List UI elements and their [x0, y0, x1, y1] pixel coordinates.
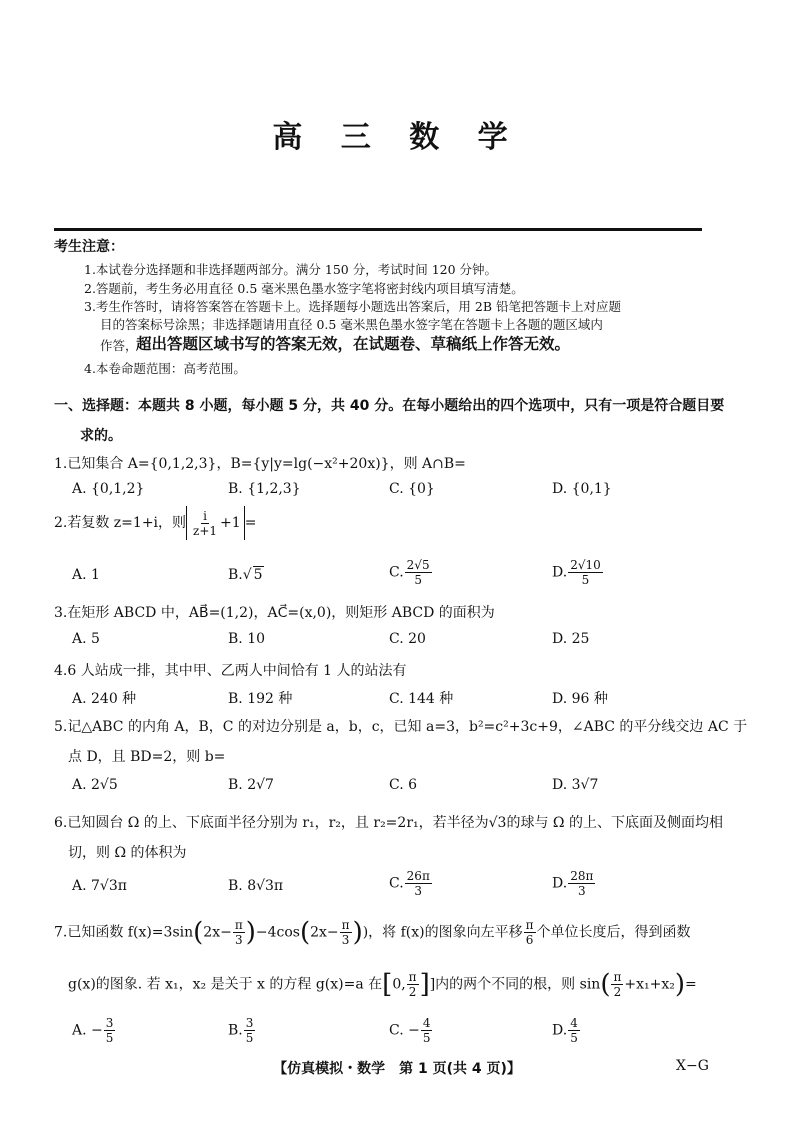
q6-option-d-fraction — [568, 869, 595, 898]
q4-option-d: D. 96 种 — [552, 691, 608, 707]
q5-option-a: A. 2√5 — [72, 777, 118, 793]
q7-a-den: 5 — [105, 1031, 114, 1045]
q6-option-a: A. 7√3π — [72, 878, 127, 894]
q2-option-b: B.√ 5 — [228, 567, 263, 583]
q7-part: )，将 f(x)的图象向左平移 — [362, 924, 523, 941]
q2-option-d-fraction — [568, 558, 603, 587]
section-heading: 一、选择题：本题共 8 小题，每小题 5 分，共 40 分。在每小题给出的四个选项中，只有一项是符合题目要 — [54, 398, 725, 414]
notice-line-emphasis: 超出答题区域书写的答案无效，在试题卷、草稿纸上作答无效。 — [136, 335, 571, 353]
q7-frac-num: π — [341, 918, 350, 932]
q2-option-b-radicand: 5 — [253, 567, 263, 583]
q6-option-b: B. 8√3π — [228, 878, 284, 894]
q4-option-c: C. 144 种 — [389, 691, 454, 707]
q7-option-d-fraction — [568, 1016, 580, 1045]
q7-option-d — [552, 1016, 581, 1045]
q2-option-a: A. 1 — [72, 567, 100, 583]
q7-bracket: ] — [419, 969, 430, 1000]
q7-frac-num: π — [525, 918, 534, 932]
q2-prefix: 2.若复数 z=1+i，则 — [54, 515, 187, 531]
q2-option-d-label: D. — [552, 564, 568, 581]
q6-option-d-label: D. — [552, 875, 568, 892]
question-7-stem — [54, 918, 691, 947]
q7-d-num: 4 — [570, 1016, 578, 1030]
q2-option-d — [552, 558, 604, 587]
notice-line: 2.答题前，考生务必用直径 0.5 毫米黑色墨水签字笔将密封线内项目填写清楚。 — [84, 281, 524, 296]
q7-pi-over-3 — [233, 918, 245, 947]
q6-d-num: 28π — [570, 869, 594, 883]
q7-part: −4cos — [255, 924, 300, 941]
q5-option-b: B. 2√7 — [228, 777, 274, 793]
q7-a-num: 3 — [105, 1016, 114, 1030]
q7-paren: ( — [193, 917, 204, 948]
q7-part: 2x− — [310, 924, 339, 941]
question-4-stem: 4.6 人站成一排，其中甲、乙两人中间恰有 1 人的站法有 — [54, 663, 407, 679]
q7-part: ]内的两个不同的根，则 sin — [429, 976, 601, 993]
notice-line: 1.本试卷分选择题和非选择题两部分。满分 150 分，考试时间 120 分钟。 — [84, 262, 498, 277]
q2-equals: = — [244, 515, 257, 531]
q7-option-a-fraction — [104, 1016, 116, 1045]
q1-option-b: B. {1,2,3} — [228, 481, 301, 497]
q2-c-num: 2√5 — [406, 558, 430, 572]
q7-frac-den: 2 — [408, 985, 417, 999]
question-6-stem-cont: 切，则 Ω 的体积为 — [68, 845, 187, 861]
q7-part: = — [685, 976, 697, 993]
q2-option-c — [389, 558, 433, 587]
q7-frac-den: 6 — [525, 933, 534, 947]
q7-option-a-label: A. − — [72, 1022, 103, 1039]
q7-option-b-label: B. — [228, 1022, 243, 1039]
q2-d-num: 2√10 — [570, 558, 601, 572]
q7-option-c-label: C. − — [389, 1022, 420, 1039]
q7-c-den: 5 — [422, 1031, 431, 1045]
q1-option-c: C. {0} — [389, 481, 435, 497]
question-6-stem: 6.已知圆台 Ω 的上、下底面半径分别为 r₁，r₂，且 r₂=2r₁，若半径为√3的球与 Ω 的上、下底面及侧面均相 — [54, 815, 723, 831]
q2-option-b-label: B. — [228, 567, 243, 583]
exam-code: X−G — [676, 1058, 709, 1074]
q3-option-b: B. 10 — [228, 631, 266, 647]
q2-frac-num: i — [203, 508, 207, 523]
notice-line: 3.考生作答时，请将答案答在答题卡上。选择题每小题选出答案后，用 2B 铅笔把答题卡上对应题 — [84, 299, 622, 314]
q2-absolute-value — [186, 506, 245, 540]
q6-c-den: 3 — [414, 884, 423, 898]
q4-option-a: A. 240 种 — [72, 691, 137, 707]
q7-pi-over-6 — [524, 918, 536, 947]
q2-tail: +1 — [220, 515, 241, 531]
q7-pi-over-3b — [340, 918, 352, 947]
notice-line: 作答， — [100, 338, 138, 353]
q7-option-c — [389, 1016, 433, 1045]
q7-part: 2x− — [203, 924, 232, 941]
question-7-stem-cont — [68, 970, 697, 999]
q6-option-c-fraction — [405, 869, 432, 898]
q6-d-den: 3 — [577, 884, 586, 898]
section-heading-cont: 求的。 — [80, 428, 122, 444]
q6-option-c — [389, 869, 433, 898]
q4-option-b: B. 192 种 — [228, 691, 293, 707]
q2-fraction — [191, 509, 219, 538]
q7-option-d-label: D. — [552, 1022, 568, 1039]
q7-b-den: 5 — [245, 1031, 254, 1045]
q7-part: 7.已知函数 f(x)=3sin — [54, 924, 194, 941]
q5-option-d: D. 3√7 — [552, 777, 599, 793]
notice-line: 4.本卷命题范围：高考范围。 — [84, 361, 246, 376]
q7-paren: ) — [245, 917, 256, 948]
question-5-stem: 5.记△ABC 的内角 A，B，C 的对边分别是 a，b，c，已知 a=3，b²=c²+3c+9，∠ABC 的平分线交边 AC 于 — [54, 719, 748, 735]
page-title: 高 三 数 学 — [272, 120, 522, 155]
q1-option-d: D. {0,1} — [552, 481, 612, 497]
q7-frac-den: 2 — [613, 985, 622, 999]
q7-pi-over-2b — [611, 970, 623, 999]
q3-option-d: D. 25 — [552, 631, 590, 647]
q7-option-b-fraction — [244, 1016, 256, 1045]
q2-c-den: 5 — [414, 573, 422, 587]
question-1-stem: 1.已知集合 A={0,1,2,3}，B={y|y=lg(−x²+20x)}，则 A∩B= — [54, 456, 466, 472]
q7-paren: ( — [600, 969, 611, 1000]
q2-frac-den: z+1 — [193, 523, 218, 538]
q5-option-c: C. 6 — [389, 777, 418, 793]
q7-paren: ( — [299, 917, 311, 948]
q7-frac-den: 3 — [234, 933, 243, 947]
q6-option-c-label: C. — [389, 875, 404, 892]
question-2-stem — [54, 506, 256, 540]
notice-heading: 考生注意： — [54, 239, 124, 255]
q6-option-d — [552, 869, 596, 898]
q7-d-den: 5 — [570, 1031, 578, 1045]
q7-part: g(x)的图象. 若 x₁，x₂ 是关于 x 的方程 g(x)=a 在 — [68, 976, 383, 993]
page-footer: 【仿真模拟・数学 第 1 页(共 4 页)】 — [273, 1061, 521, 1077]
q3-option-c: C. 20 — [389, 631, 426, 647]
q2-option-c-fraction — [405, 558, 432, 587]
q7-b-num: 3 — [245, 1016, 254, 1030]
q1-option-a: A. {0,1,2} — [72, 481, 145, 497]
q7-bracket: [ — [382, 969, 393, 1000]
q7-option-a — [72, 1016, 116, 1045]
q7-paren: ) — [674, 969, 685, 1000]
header-divider — [54, 228, 702, 231]
q7-frac-num: π — [613, 970, 622, 984]
q7-frac-den: 3 — [341, 933, 350, 947]
q7-option-c-fraction — [421, 1016, 433, 1045]
q3-option-a: A. 5 — [72, 631, 100, 647]
q7-c-num: 4 — [422, 1016, 431, 1030]
q7-option-b — [228, 1016, 256, 1045]
q7-part: 0, — [392, 976, 406, 993]
question-5-stem-cont: 点 D，且 BD=2，则 b= — [68, 749, 226, 765]
q2-d-den: 5 — [581, 573, 590, 587]
q7-frac-num: π — [234, 918, 243, 932]
notice-line: 目的答案标号涂黑；非选择题请用直径 0.5 毫米黑色墨水签字笔在答题卡上各题的题区域内 — [100, 317, 603, 332]
q6-c-num: 26π — [406, 869, 430, 883]
q7-frac-num: π — [408, 970, 417, 984]
q7-part: +x₁+x₂ — [624, 976, 675, 993]
q2-option-c-label: C. — [389, 564, 404, 581]
q7-paren: ) — [352, 917, 363, 948]
question-3-stem: 3.在矩形 ABCD 中，AB⃗=(1,2)，AC⃗=(x,0)，则矩形 ABCD 的面积为 — [54, 605, 495, 621]
q7-part: 个单位长度后，得到函数 — [536, 924, 691, 941]
q7-pi-over-2 — [407, 970, 419, 999]
